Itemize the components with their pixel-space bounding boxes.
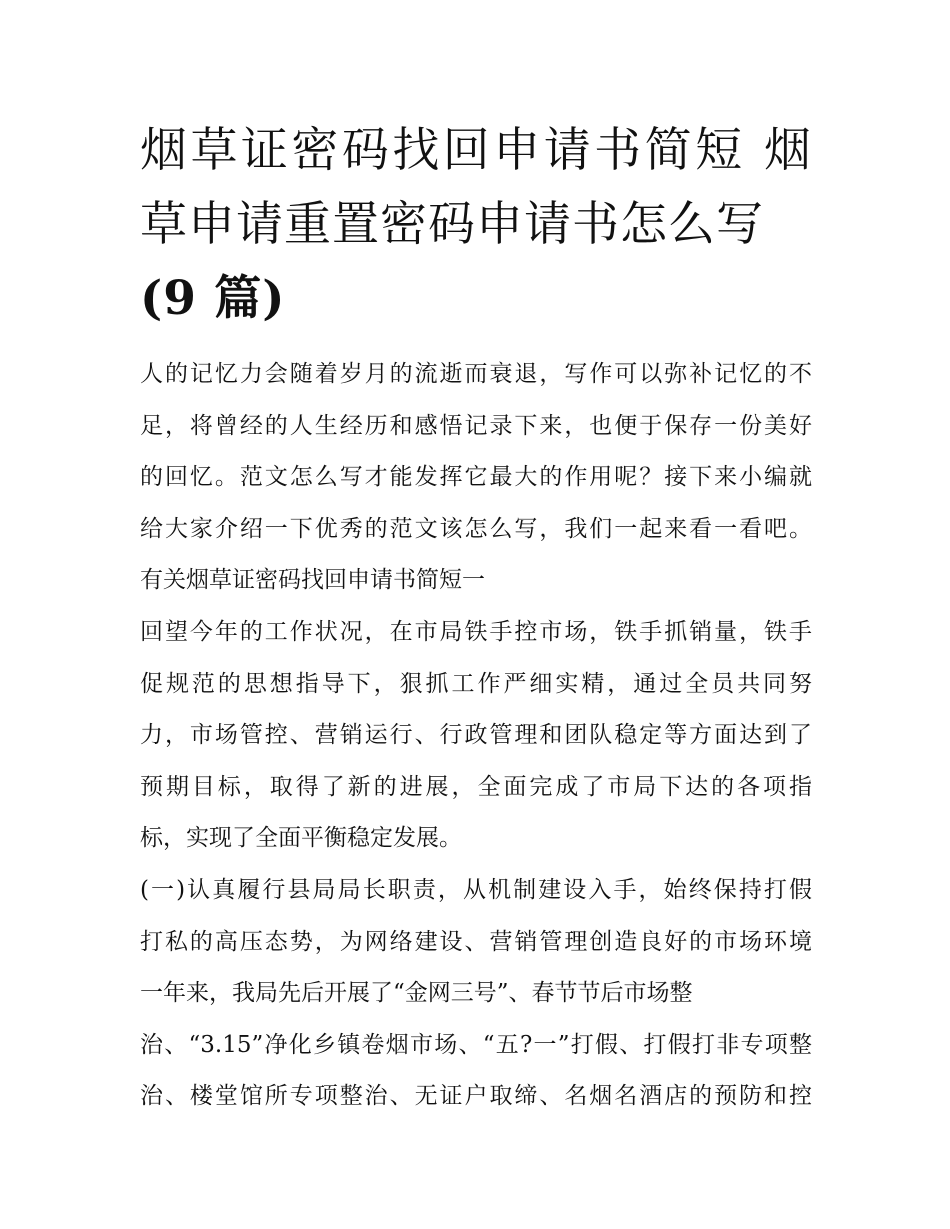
text-line: 预期目标，取得了新的进展，全面完成了市局下达的各项指	[140, 773, 812, 800]
text-line: (一)认真履行县局局长职责，从机制建设入手，始终保持打假	[140, 876, 812, 903]
text-line: 促规范的思想指导下，狠抓工作严细实精，通过全员共同努	[140, 670, 812, 697]
text-line: 治、楼堂馆所专项整治、无证户取缔、名烟名酒店的预防和控	[140, 1083, 812, 1110]
text-line: 打私的高压态势，为网络建设、营销管理创造良好的市场环境	[140, 928, 812, 955]
text-line: 力，市场管控、营销运行、行政管理和团队稳定等方面达到了	[140, 722, 812, 749]
text-line: 的回忆。范文怎么写才能发挥它最大的作用呢？接下来小编就	[140, 464, 812, 491]
text-line: 回望今年的工作状况，在市局铁手控市场，铁手抓销量，铁手	[140, 618, 812, 645]
text-line: 标，实现了全面平衡稳定发展。	[140, 825, 462, 852]
text-line: 给大家介绍一下优秀的范文该怎么写，我们一起来看一看吧。	[140, 515, 812, 542]
title-count: (9 篇)	[140, 271, 286, 326]
text-line: 足，将曾经的人生经历和感悟记录下来，也便于保存一份美好	[140, 412, 812, 439]
title-text: 烟草证密码找回申请书简短 烟草申请重置密码申请书怎么写	[140, 123, 812, 252]
document-page	[140, 114, 812, 1130]
document-title	[140, 114, 812, 336]
body-text	[140, 356, 812, 1115]
text-line: 治、“3.15”净化乡镇卷烟市场、“五?一”打假、打假打非专项整	[140, 1031, 812, 1058]
text-line: 一年来，我局先后开展了“金网三号”、春节节后市场整	[140, 980, 693, 1007]
text-line: 人的记忆力会随着岁月的流逝而衰退，写作可以弥补记忆的不	[140, 361, 812, 387]
section-heading: 有关烟草证密码找回申请书简短一	[140, 567, 485, 594]
